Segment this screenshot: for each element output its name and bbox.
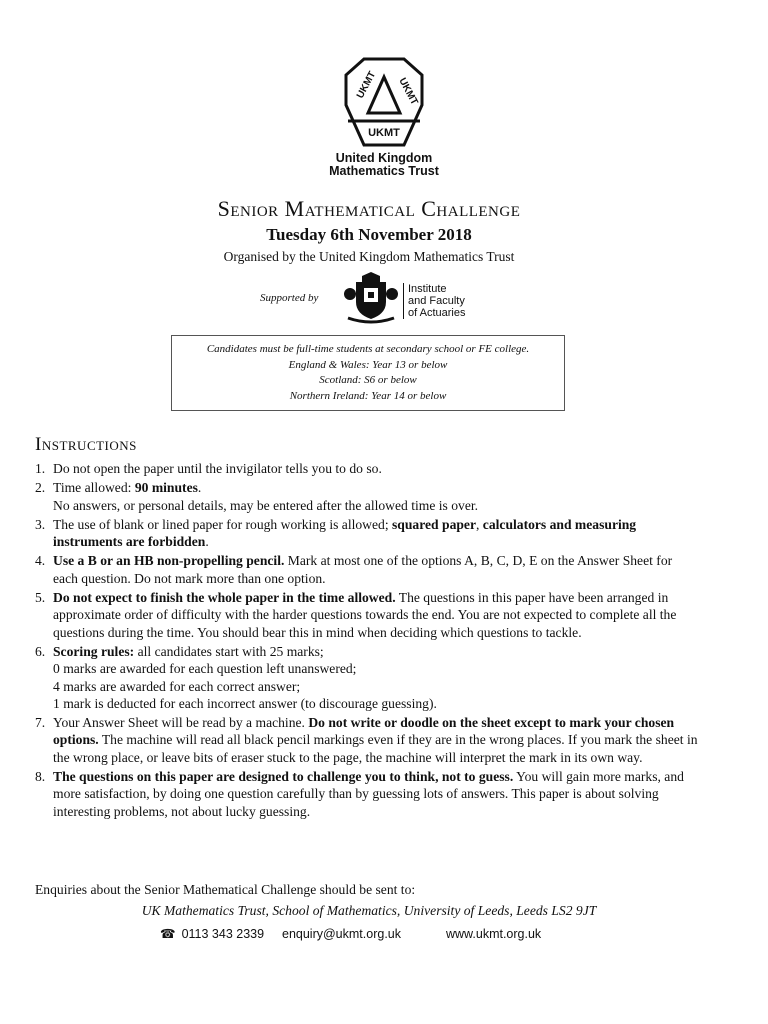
phone-contact [160,926,282,941]
instruction-text: all candidates start with 25 marks; [134,643,324,659]
instruction-text: , [476,516,483,532]
phone-icon: ☎ [160,927,176,941]
instruction-text: 4 marks are awarded for each correct answer; [53,678,301,694]
instruction-item [35,768,699,820]
instruction-emphasis: Scoring rules: [53,643,135,659]
instructions-list [35,460,699,822]
ifoa-crest-icon [342,272,400,324]
organiser-line: Organised by the United Kingdom Mathematics Trust [223,249,515,264]
instruction-text: 1 mark is deducted for each incorrect answer (to discourage guessing). [53,695,437,711]
instruction-emphasis: squared paper [392,516,476,532]
contact-line [160,926,541,941]
instruction-text: Your Answer Sheet will be read by a machine. [53,715,309,731]
ukmt-logo-icon [336,55,432,147]
instruction-item [35,714,699,766]
instruction-number: 4. [35,553,46,569]
instruction-item [35,589,699,641]
enquiries-line: Enquiries about the Senior Mathematical Challenge should be sent to: [35,882,416,897]
instruction-text: The use of blank or lined paper for rough working is allowed; [53,516,393,532]
eligibility-row: Northern Ireland: Year 14 or below [289,389,447,402]
instruction-item [35,643,699,712]
eligibility-region: England & Wales [288,358,366,371]
logo-right-text: UKMT [396,76,420,107]
instruction-item [35,552,699,587]
instruction-text: No answers, or personal details, may be entered after the allowed time is over. [53,497,479,513]
instruction-emphasis: The questions on this paper are designed to challenge you to think, not to guess. [53,769,514,785]
instruction-emphasis: Do not write or doodle on the sheet except to mark your chosen options. [53,715,675,748]
exam-date: Tuesday 6th November 2018 [266,225,472,244]
eligibility-region: Northern Ireland [289,389,365,402]
instruction-number: 2. [35,480,46,496]
eligibility-rule: Year 13 or below [372,358,448,371]
address-line: UK Mathematics Trust, School of Mathematics, University of Leeds, Leeds LS2 9JT [141,903,597,918]
instruction-emphasis: Use a B or an HB non-propelling pencil. [53,553,285,569]
instruction-emphasis: 90 minutes [134,480,198,496]
instruction-number: 5. [35,590,46,606]
instruction-emphasis: calculators and measuring instruments are forbidden [53,516,637,550]
sponsor-name [403,283,465,319]
page-title: Senior Mathematical Challenge [217,196,521,221]
instruction-text: 0 marks are awarded for each question left unanswered; [53,661,357,677]
eligibility-intro: Candidates must be full-time students at secondary school or FE college. [206,343,530,355]
instruction-number: 1. [35,461,46,476]
email-link[interactable]: enquiry@ukmt.org.uk [282,927,401,941]
instruction-number: 3. [35,516,46,532]
phone-number: 0113 343 2339 [181,927,265,941]
instruction-text: . [197,480,202,496]
website-link[interactable]: www.ukmt.org.uk [446,927,542,941]
instruction-item [35,479,699,514]
instruction-number: 6. [35,643,46,659]
sponsor-line1: Institute [408,283,447,295]
trust-name-line1: United Kingdom [335,151,433,165]
supported-by-label: Supported by [260,292,319,304]
logo-left-text: UKMT [354,69,379,101]
eligibility-row: England & Wales: Year 13 or below [288,358,448,371]
instruction-text: The questions in this paper have been arranged in approximate order of difficulty with the harder questions towards the end. You are not expected to complete all the questions during the time. You should bear this in mind when deciding which questions to tackle. [53,590,677,640]
instruction-text: You will gain more marks, and more satisfaction, by doing one question carefully than by guessing lots of answers. This paper is about solving interesting problems, not about lucky guessing. [53,769,684,819]
instruction-text: Do not open the paper until the invigilator tells you to do so. [53,461,382,476]
instructions-heading: Instructions [35,434,137,455]
ukmt-logo [0,55,768,147]
trust-name-line2: Mathematics Trust [329,164,439,178]
logo-bottom-text: UKMT [368,127,400,139]
eligibility-rule: S6 or below [364,374,417,386]
instruction-emphasis: Do not expect to finish the whole paper in the time allowed. [53,590,396,606]
eligibility-rule: Year 14 or below [371,389,447,402]
eligibility-row: Scotland: S6 or below [319,374,417,386]
instruction-text: Time allowed: [53,480,135,496]
sponsor-line3: of Actuaries [408,307,466,319]
instruction-number: 8. [35,769,46,785]
eligibility-box [171,335,565,411]
instruction-text: . [205,534,209,550]
trust-name [0,152,768,178]
sponsor-line2: and Faculty [408,295,465,307]
eligibility-region: Scotland [319,374,358,386]
instruction-text: The machine will read all black pencil markings even if they are in the wrong places. If you mark the sheet in the wrong place, or leave bits of eraser stuck to the page, the machine will interpret the mark in its own way. [53,732,698,765]
instruction-item [35,460,699,477]
instruction-text: Mark at most one of the options A, B, C, D, E on the Answer Sheet for each question. Do not mark more than one option. [53,553,673,586]
instruction-item [35,516,699,551]
instruction-number: 7. [35,715,46,731]
